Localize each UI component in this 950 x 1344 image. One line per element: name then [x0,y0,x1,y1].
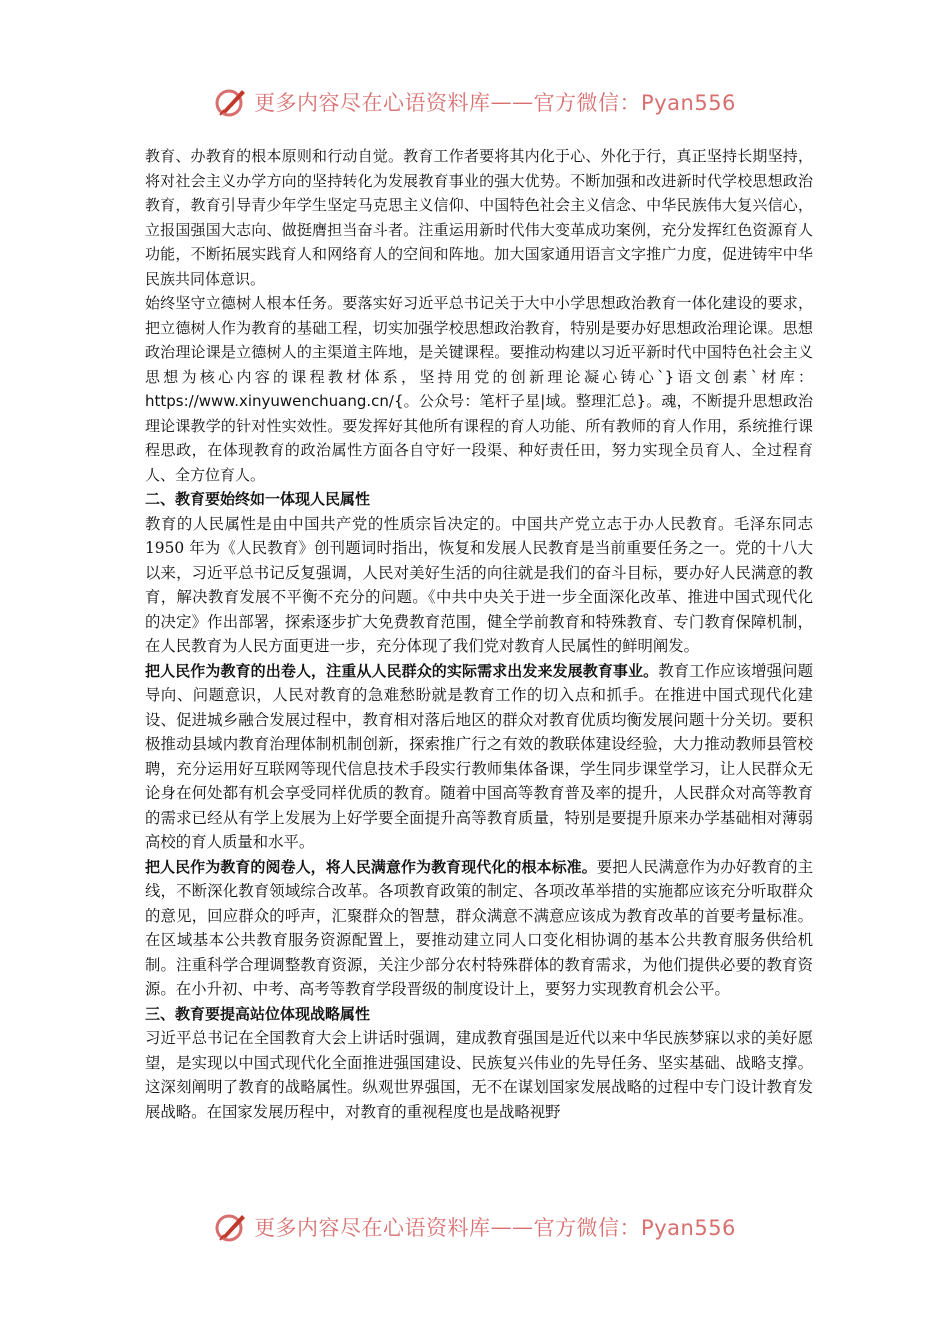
paragraph-5 [145,855,813,1002]
banner-text: 更多内容尽在心语资料库 [254,1216,491,1240]
paragraph-4-lead: 把人民作为教育的出卷人，注重从人民群众的实际需求出发来发展教育事业。 [145,661,659,680]
section-heading-2: 二、教育要始终如一体现人民属性 [145,490,371,508]
paragraph-2: 始终坚守立德树人根本任务。要落实好习近平总书记关于大中小学思想政治教育一体化建设的要求，把立德树人作为教育的基础工程，切实加强学校思想政治教育，特别是要办好思想政治理论课。思想政治理论课是立德树人的主渠道主阵地，是关键课程。要推动构建以习近平新时代中国特色社会主义思想为核心内容的课程教材体系，坚持用党的创新理论凝心铸心`}语文创素`材库：https://www.xinyuwenchuang.cn/{。公众号：笔杆子星|域。整理汇总}。魂，不断提升思想政治理论课教学的针对性实效性。要发挥好其他所有课程的育人功能、所有教师的育人作用，系统推行课程思政，在体现教育的政治属性方面各自守好一段渠、种好责任田，努力实现全员育人、全过程育人、全方位育人。 [145,294,813,484]
section-heading-3: 三、教育要提高站位体现战略属性 [145,1004,371,1023]
banner-text: 更多内容尽在心语资料库 [254,91,491,115]
paragraph-5-lead: 把人民作为教育的阅卷人，将人民满意作为教育现代化的根本标准。 [145,857,597,876]
quill-logo-icon [214,1210,248,1244]
banner-dash: —— [490,90,534,114]
paragraph-6: 习近平总书记在全国教育大会上讲话时强调，建成教育强国是近代以来中华民族梦寐以求的美好愿望，是实现以中国式现代化全面推进强国建设、民族复兴伟业的先导任务、坚实基础、战略支撑。这深刻阐明了教育的战略属性。纵观世界强国，无不在谋划国家发展战略的过程中专门设计教育发展战略。在国家发展历程中，对教育的重视程度也是战略视野 [145,1029,813,1121]
banner-dash: —— [490,1215,534,1239]
paragraph-5-body: 要把人民满意作为办好教育的主线，不断深化教育领域综合改革。各项教育政策的制定、各项改革举措的实施都应该充分听取群众的意见，回应群众的呼声，汇聚群众的智慧，群众满意不满意应该成为教育改革的首要考量标准。在区域基本公共教育服务资源配置上，要推动建立同人口变化相协调的基本公共教育服务供给机制。注重科学合理调整教育资源，关注少部分农村特殊群体的教育需求，为他们提供必要的教育资源。在小升初、中考、高考等教育学段晋级的制度设计上，要努力实现教育机会公平。 [145,857,813,998]
paragraph-3: 教育的人民属性是由中国共产党的性质宗旨决定的。中国共产党立志于办人民教育。毛泽东同志 1950 年为《人民教育》创刊题词时指出，恢复和发展人民教育是当前重要任务之一。党的十八大以来，习近平总书记反复强调，人民对美好生活的向往就是我们的奋斗目标，要办好人民满意的教育，解决教育发展不平衡不充分的问题。《中共中央关于进一步全面深化改革、推进中国式现代化的决定》作出部署，探索逐步扩大免费教育范围，健全学前教育和特殊教育、专门教育保障机制，在人民教育为人民方面更进一步，充分体现了我们党对教育人民属性的鲜明阐发。 [145,514,813,655]
banner-wechat: 官方微信：Pyan556 [533,1216,736,1240]
article-body [145,144,813,1124]
banner-wechat: 官方微信：Pyan556 [533,91,736,115]
paragraph-4-body: 教育工作应该增强问题导向、问题意识，人民对教育的急难愁盼就是教育工作的切入点和抓手。在推进中国式现代化建设、促进城乡融合发展过程中，教育相对落后地区的群众对教育优质均衡发展问题十分关切。要积极推动县域内教育治理体制机制创新，探索推广行之有效的教联体建设经验，大力推动教师县管校聘，充分运用好互联网等现代信息技术手段实行教师集体备课，学生同步课堂学习，让人民群众无论身在何处都有机会享受同样优质的教育。随着中国高等教育普及率的提升，人民群众对高等教育的需求已经从有学上发展为上好学要全面提升高等教育质量，特别是要提升原来办学基础相对薄弱高校的育人质量和水平。 [145,661,813,851]
header-watermark-banner [0,80,950,124]
footer-watermark-banner [0,1205,950,1249]
quill-logo-icon [214,85,248,119]
paragraph-1: 教育、办教育的根本原则和行动自觉。教育工作者要将其内化于心、外化于行，真正坚持长期坚持，将对社会主义办学方向的坚持转化为发展教育事业的强大优势。不断加强和改进新时代学校思想政治教育，教育引导青少年学生坚定马克思主义信仰、中国特色社会主义信念、中华民族伟大复兴信心，立报国强国大志向、做挺膺担当奋斗者。注重运用新时代伟大变革成功案例，充分发挥红色资源育人功能，不断拓展实践育人和网络育人的空间和阵地。加大国家通用语言文字推广力度，促进铸牢中华民族共同体意识。 [145,147,813,288]
paragraph-4 [145,659,813,855]
